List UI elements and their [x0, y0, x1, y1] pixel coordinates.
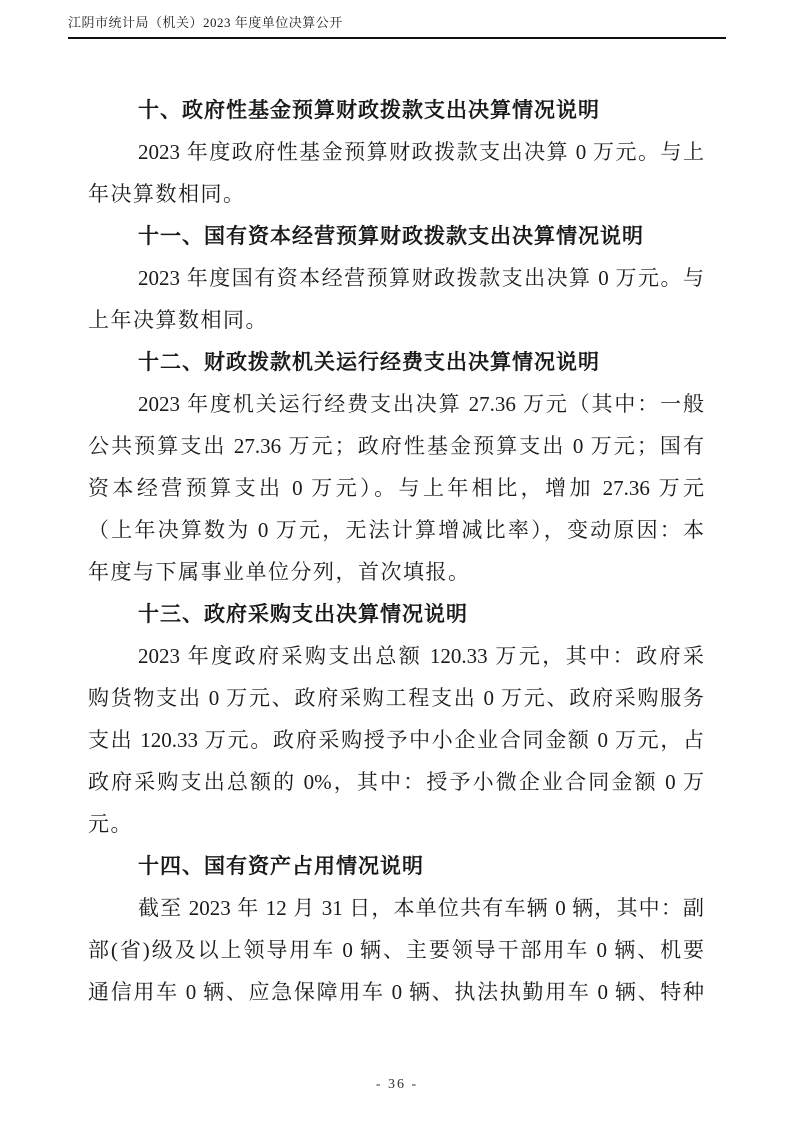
section-heading: 十二、财政拨款机关运行经费支出决算情况说明 [138, 350, 600, 374]
paragraph-line: 截至 2023 年 12 月 31 日，本单位共有车辆 0 辆，其中：副 [138, 896, 704, 920]
section-heading: 十四、国有资产占用情况说明 [138, 854, 424, 878]
page-header-title: 江阴市统计局（机关）2023 年度单位决算公开 [68, 15, 343, 30]
page-header [68, 12, 726, 39]
paragraph-line: 年度与下属事业单位分列，首次填报。 [88, 560, 471, 584]
page-footer [0, 1077, 794, 1093]
section-12 [88, 341, 704, 593]
section-heading: 十、政府性基金预算财政拨款支出决算情况说明 [138, 98, 600, 122]
paragraph-line: 通信用车 0 辆、应急保障用车 0 辆、执法执勤用车 0 辆、特种 [88, 980, 704, 1004]
section-11 [88, 215, 704, 341]
section-heading: 十一、国有资本经营预算财政拨款支出决算情况说明 [138, 224, 644, 248]
section-10 [88, 89, 704, 215]
paragraph-line: 资本经营预算支出 0 万元）。与上年相比，增加 27.36 万元 [88, 476, 704, 500]
paragraph-line: 支出 120.33 万元。政府采购授予中小企业合同金额 0 万元，占 [88, 728, 704, 752]
paragraph-line: 部(省)级及以上领导用车 0 辆、主要领导干部用车 0 辆、机要 [88, 938, 704, 962]
paragraph-line: 购货物支出 0 万元、政府采购工程支出 0 万元、政府采购服务 [88, 686, 704, 710]
paragraph-line: 年决算数相同。 [88, 182, 246, 206]
paragraph-line: 2023 年度机关运行经费支出决算 27.36 万元（其中：一般 [138, 392, 704, 416]
paragraph-line: 政府采购支出总额的 0%，其中：授予小微企业合同金额 0 万 [88, 770, 704, 794]
section-14 [88, 845, 704, 1013]
paragraph-line: 2023 年度政府采购支出总额 120.33 万元，其中：政府采 [138, 644, 704, 668]
section-heading: 十三、政府采购支出决算情况说明 [138, 602, 468, 626]
paragraph-line: （上年决算数为 0 万元，无法计算增减比率），变动原因：本 [88, 518, 704, 542]
paragraph-line: 上年决算数相同。 [88, 308, 268, 332]
paragraph-line: 公共预算支出 27.36 万元；政府性基金预算支出 0 万元；国有 [88, 434, 704, 458]
page-number: - 36 - [375, 1077, 419, 1092]
document-body [88, 89, 704, 1013]
paragraph-line: 2023 年度国有资本经营预算财政拨款支出决算 0 万元。与 [138, 266, 704, 290]
paragraph-line: 元。 [88, 812, 133, 836]
paragraph-line: 2023 年度政府性基金预算财政拨款支出决算 0 万元。与上 [138, 140, 704, 164]
section-13 [88, 593, 704, 845]
